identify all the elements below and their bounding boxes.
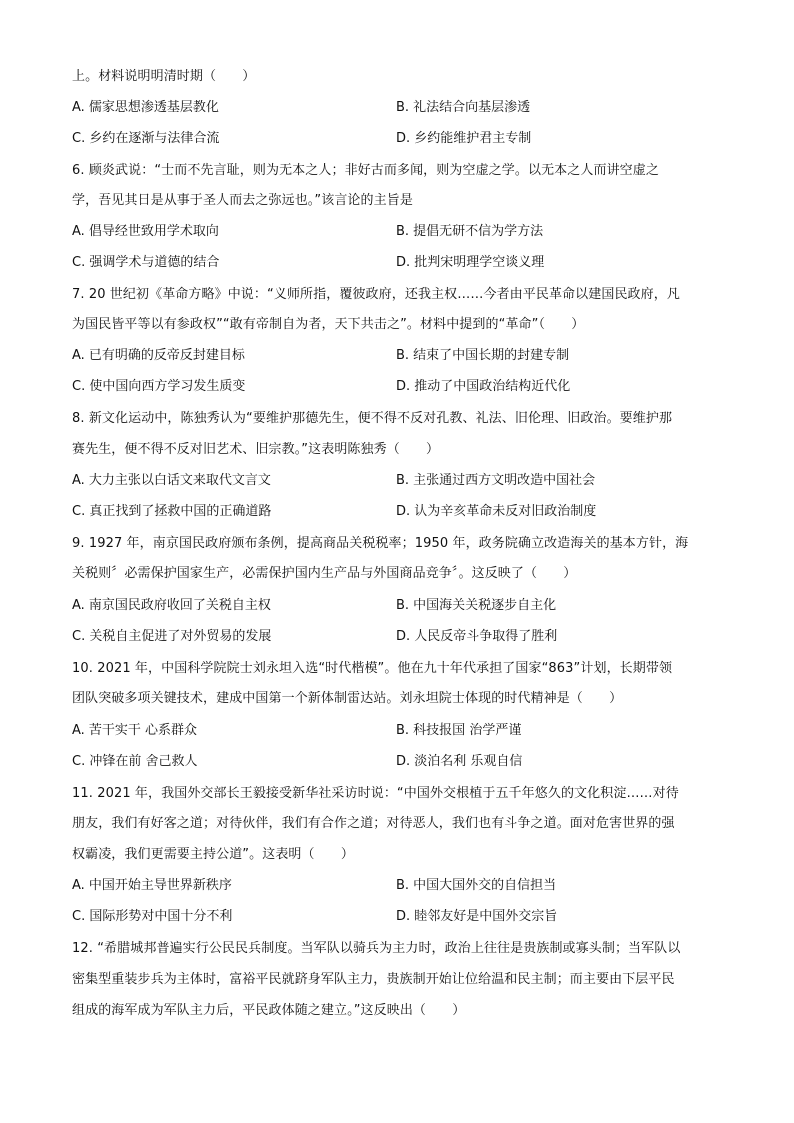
q5-option-d: D. 乡约能维护君主专制 (396, 131, 532, 146)
q7-option-b: B. 结束了中国长期的封建专制 (396, 348, 570, 363)
q12-stem-line-3: 组成的海军成为军队主力后，平民政体随之建立。”这反映出（ ） (72, 1003, 466, 1018)
q12-stem-line-1: 12. “希腊城邦普遍实行公民民兵制度。当军队以骑兵为主力时，政治上往往是贵族制或寡头制；当军队以 (72, 941, 681, 956)
q10-stem-line-2: 团队突破多项关键技术，建成中国第一个新体制雷达站。刘永坦院士体现的时代精神是（ ） (72, 691, 623, 706)
q9-option-b: B. 中国海关关税逐步自主化 (396, 598, 557, 613)
q10-option-c: C. 冲锋在前 舍己救人 (72, 754, 198, 769)
q11-stem-line-2: 朋友，我们有好客之道；对待伙伴，我们有合作之道；对待恶人，我们也有斗争之道。面对危害世界的强 (72, 816, 675, 831)
q11-stem-line-1: 11. 2021 年，我国外交部长王毅接受新华社采访时说：“中国外交根植于五千年悠久的文化积淀……对待 (72, 786, 679, 801)
q11-option-b: B. 中国大国外交的自信担当 (396, 878, 557, 893)
q9-option-a: A. 南京国民政府收回了关税自主权 (72, 598, 271, 613)
q7-option-a: A. 已有明确的反帝反封建目标 (72, 348, 245, 363)
q8-option-b: B. 主张通过西方文明改造中国社会 (396, 473, 596, 488)
q6-option-c: C. 强调学术与道德的结合 (72, 255, 220, 270)
q11-option-c: C. 国际形势对中国十分不利 (72, 909, 233, 924)
q12-stem-line-2: 密集型重装步兵为主体时，富裕平民就跻身军队主力，贵族制开始让位给温和民主制；而主要由下层平民 (72, 972, 675, 987)
q7-stem-line-1: 7. 20 世纪初《革命方略》中说：“义师所指，覆彼政府，还我主权……今者由平民革命以建国民政府，凡 (72, 287, 680, 302)
q8-stem-line-2: 赛先生，便不得不反对旧艺术、旧宗教。”这表明陈独秀（ ） (72, 442, 440, 457)
q6-option-d: D. 批判宋明理学空谈义理 (396, 255, 545, 270)
q6-option-a: A. 倡导经世致用学术取向 (72, 224, 219, 239)
q7-stem-line-2: 为国民皆平等以有参政权”“敢有帝制自为者，天下共击之”。材料中提到的“革命”（ ） (72, 317, 585, 332)
q9-stem-line-1: 9. 1927 年，南京国民政府颁布条例，提高商品关税税率；1950 年，政务院确立改造海关的基本方针，海 (72, 536, 689, 551)
q8-option-d: D. 认为辛亥革命未反对旧政治制度 (396, 504, 597, 519)
q6-stem-line-2: 学，吾见其日是从事于圣人而去之弥远也。”该言论的主旨是 (72, 193, 413, 208)
q8-stem-line-1: 8. 新文化运动中，陈独秀认为“要维护那德先生，便不得不反对孔教、礼法、旧伦理、旧政治。要维护那 (72, 411, 673, 426)
q9-option-d: D. 人民反帝斗争取得了胜利 (396, 629, 558, 644)
q5-option-b: B. 礼法结合向基层渗透 (396, 100, 531, 115)
q10-option-a: A. 苦干实干 心系群众 (72, 723, 198, 738)
q6-stem-line-1: 6. 顾炎武说：“士而不先言耻，则为无本之人；非好古而多闻，则为空虚之学。以无本之人而讲空虚之 (72, 163, 659, 178)
q11-option-d: D. 睦邻友好是中国外交宗旨 (396, 909, 558, 924)
q5-option-a: A. 儒家思想渗透基层教化 (72, 100, 219, 115)
q6-option-b: B. 提倡无研不信为学方法 (396, 224, 544, 239)
q10-option-b: B. 科技报国 治学严谨 (396, 723, 522, 738)
q5-option-c: C. 乡约在逐渐与法律合流 (72, 131, 220, 146)
q5-stem-tail: 上。材料说明明清时期（ ） (72, 69, 256, 84)
q10-option-d: D. 淡泊名利 乐观自信 (396, 754, 523, 769)
q9-stem-line-2: 关税则〞必需保护国家生产，必需保护国内生产品与外国商品竞争〞。这反映了（ ） (72, 566, 577, 581)
q7-option-c: C. 使中国向西方学习发生质变 (72, 379, 246, 394)
q10-stem-line-1: 10. 2021 年，中国科学院院士刘永坦入选“时代楷模”。他在九十年代承担了国家“863”计划，长期带领 (72, 661, 673, 676)
q7-option-d: D. 推动了中国政治结构近代化 (396, 379, 571, 394)
q9-option-c: C. 关税自主促进了对外贸易的发展 (72, 629, 272, 644)
q8-option-a: A. 大力主张以白话文来取代文言文 (72, 473, 271, 488)
q8-option-c: C. 真正找到了拯救中国的正确道路 (72, 504, 272, 519)
q11-option-a: A. 中国开始主导世界新秩序 (72, 878, 232, 893)
q11-stem-line-3: 权霸凌，我们更需要主持公道”。这表明（ ） (72, 847, 354, 862)
